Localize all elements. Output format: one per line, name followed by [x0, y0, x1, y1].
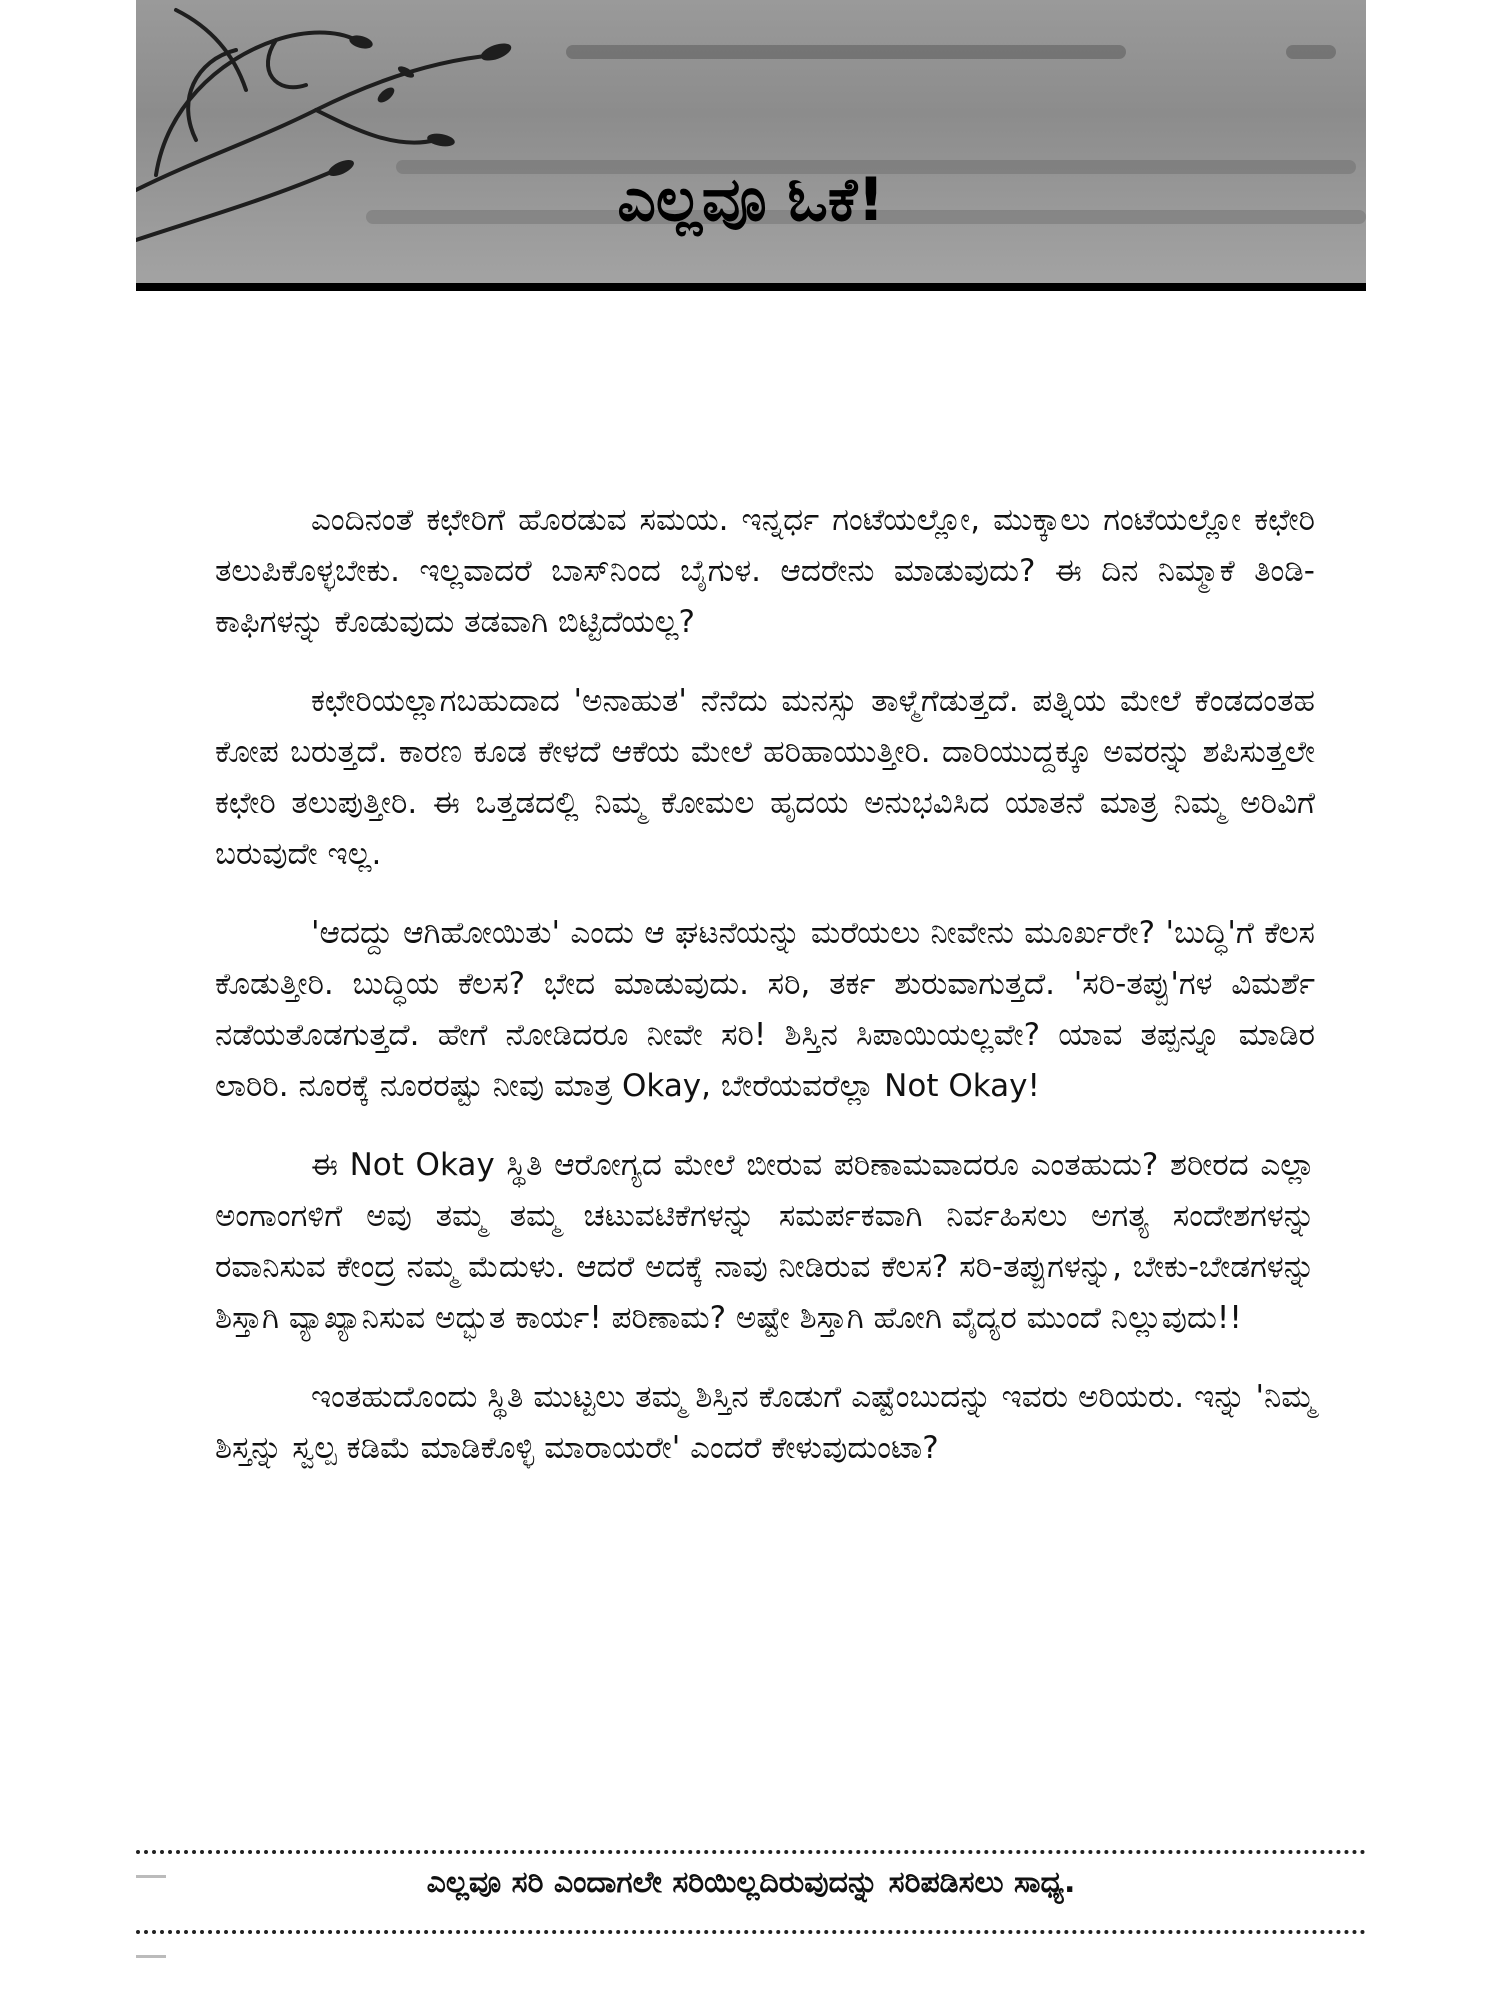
paragraph-4: ಈ Not Okay ಸ್ಥಿತಿ ಆರೋಗ್ಯದ ಮೇಲೆ ಬೀರುವ ಪರಿಣಾಮವಾದರೂ ಎಂತಹುದು? ಶರೀರದ ಎಲ್ಲಾ ಅಂಗಾಂಗಳಿಗೆ ಅವು ತಮ್ಮ ತಮ್ಮ ಚಟುವಟಿಕೆಗಳನ್ನು ಸಮರ್ಪಕವಾಗಿ ನಿರ್ವಹಿಸಲು ಅಗತ್ಯ ಸಂದೇಶಗಳನ್ನು ರವಾನಿಸುವ ಕೇಂದ್ರ ನಮ್ಮ ಮೆದುಳು. ಆದರೆ ಅದಕ್ಕೆ ನಾವು ನೀಡಿರುವ ಕೆಲಸ? ಸರಿ-ತಪ್ಪುಗಳನ್ನು, ಬೇಕು-ಬೇಡಗಳನ್ನು ಶಿಸ್ತಾಗಿ ವ್ಯಾಖ್ಯಾನಿಸುವ ಅದ್ಭುತ ಕಾರ್ಯ! ಪರಿಣಾಮ? ಅಷ್ಟೇ ಶಿಸ್ತಾಗಿ ಹೋಗಿ ವೈದ್ಯರ ಮುಂದೆ ನಿಲ್ಲುವುದು!! [215, 1147, 1315, 1336]
chapter-banner [136, 0, 1366, 291]
paragraph-3: 'ಆದದ್ದು ಆಗಿಹೋಯಿತು' ಎಂದು ಆ ಘಟನೆಯನ್ನು ಮರೆಯಲು ನೀವೇನು ಮೂರ್ಖರೇ? 'ಬುದ್ಧಿ'ಗೆ ಕೆಲಸ ಕೊಡುತ್ತೀರಿ. ಬುದ್ಧಿಯ ಕೆಲಸ? ಭೇದ ಮಾಡುವುದು. ಸರಿ, ತರ್ಕ ಶುರುವಾಗುತ್ತದೆ. 'ಸರಿ-ತಪ್ಪು'ಗಳ ವಿಮರ್ಶೆ ನಡೆಯತೊಡಗುತ್ತದೆ. ಹೇಗೆ ನೋಡಿದರೂ ನೀವೇ ಸರಿ! ಶಿಸ್ತಿನ ಸಿಪಾಯಿಯಲ್ಲವೇ? ಯಾವ ತಪ್ಪನ್ನೂ ಮಾಡಿರ ಲಾರಿರಿ. ನೂರಕ್ಕೆ ನೂರರಷ್ಟು ನೀವು ಮಾತ್ರ Okay, ಬೇರೆಯವರೆಲ್ಲಾ Not Okay! [215, 915, 1315, 1104]
body-text [215, 495, 1315, 1502]
paragraph-5: ಇಂತಹುದೊಂದು ಸ್ಥಿತಿ ಮುಟ್ಟಲು ತಮ್ಮ ಶಿಸ್ತಿನ ಕೊಡುಗೆ ಎಷ್ಟೆಂಬುದನ್ನು ಇವರು ಅರಿಯರು. ಇನ್ನು 'ನಿಮ್ಮ ಶಿಸ್ತನ್ನು ಸ್ವಲ್ಪ ಕಡಿಮೆ ಮಾಡಿಕೊಳ್ಳಿ ಮಾರಾಯರೇ' ಎಂದರೆ ಕೇಳುವುದುಂಟಾ? [215, 1379, 1315, 1466]
bottom-dotted-divider [136, 1930, 1366, 1934]
edge-mark [136, 1955, 166, 1958]
chapter-title: ಎಲ್ಲವೂ ಓಕೆ! [617, 165, 885, 235]
edge-mark [136, 1875, 166, 1878]
paragraph-2: ಕಛೇರಿಯಲ್ಲಾಗಬಹುದಾದ 'ಅನಾಹುತ' ನೆನೆದು ಮನಸ್ಸು ತಾಳ್ಮೆಗೆಡುತ್ತದೆ. ಪತ್ನಿಯ ಮೇಲೆ ಕೆಂಡದಂತಹ ಕೋಪ ಬರುತ್ತದೆ. ಕಾರಣ ಕೂಡ ಕೇಳದೆ ಆಕೆಯ ಮೇಲೆ ಹರಿಹಾಯುತ್ತೀರಿ. ದಾರಿಯುದ್ದಕ್ಕೂ ಅವರನ್ನು ಶಪಿಸುತ್ತಲೇ ಕಛೇರಿ ತಲುಪುತ್ತೀರಿ. ಈ ಒತ್ತಡದಲ್ಲಿ ನಿಮ್ಮ ಕೋಮಲ ಹೃದಯ ಅನುಭವಿಸಿದ ಯಾತನೆ ಮಾತ್ರ ನಿಮ್ಮ ಅರಿವಿಗೆ ಬರುವುದೇ ಇಲ್ಲ. [215, 683, 1315, 872]
paragraph-1: ಎಂದಿನಂತೆ ಕಛೇರಿಗೆ ಹೊರಡುವ ಸಮಯ. ಇನ್ನರ್ಧ ಗಂಟೆಯಲ್ಲೋ, ಮುಕ್ಕಾಲು ಗಂಟೆಯಲ್ಲೋ ಕಛೇರಿ ತಲುಪಿಕೊಳ್ಳಬೇಕು. ಇಲ್ಲವಾದರೆ ಬಾಸ್‌ನಿಂದ ಬೈಗುಳ. ಆದರೇನು ಮಾಡುವುದು? ಈ ದಿನ ನಿಮ್ಮಾಕೆ ತಿಂಡಿ-ಕಾಫಿಗಳನ್ನು ಕೊಡುವುದು ತಡವಾಗಿ ಬಿಟ್ಟಿದೆಯಲ್ಲ? [215, 502, 1315, 640]
top-dotted-divider [136, 1850, 1366, 1854]
floral-ornament-icon [136, 0, 556, 283]
footer-quote: ಎಲ್ಲವೂ ಸರಿ ಎಂದಾಗಲೇ ಸರಿಯಿಲ್ಲದಿರುವುದನ್ನು ಸರಿಪಡಿಸಲು ಸಾಧ್ಯ. [426, 1865, 1076, 1900]
